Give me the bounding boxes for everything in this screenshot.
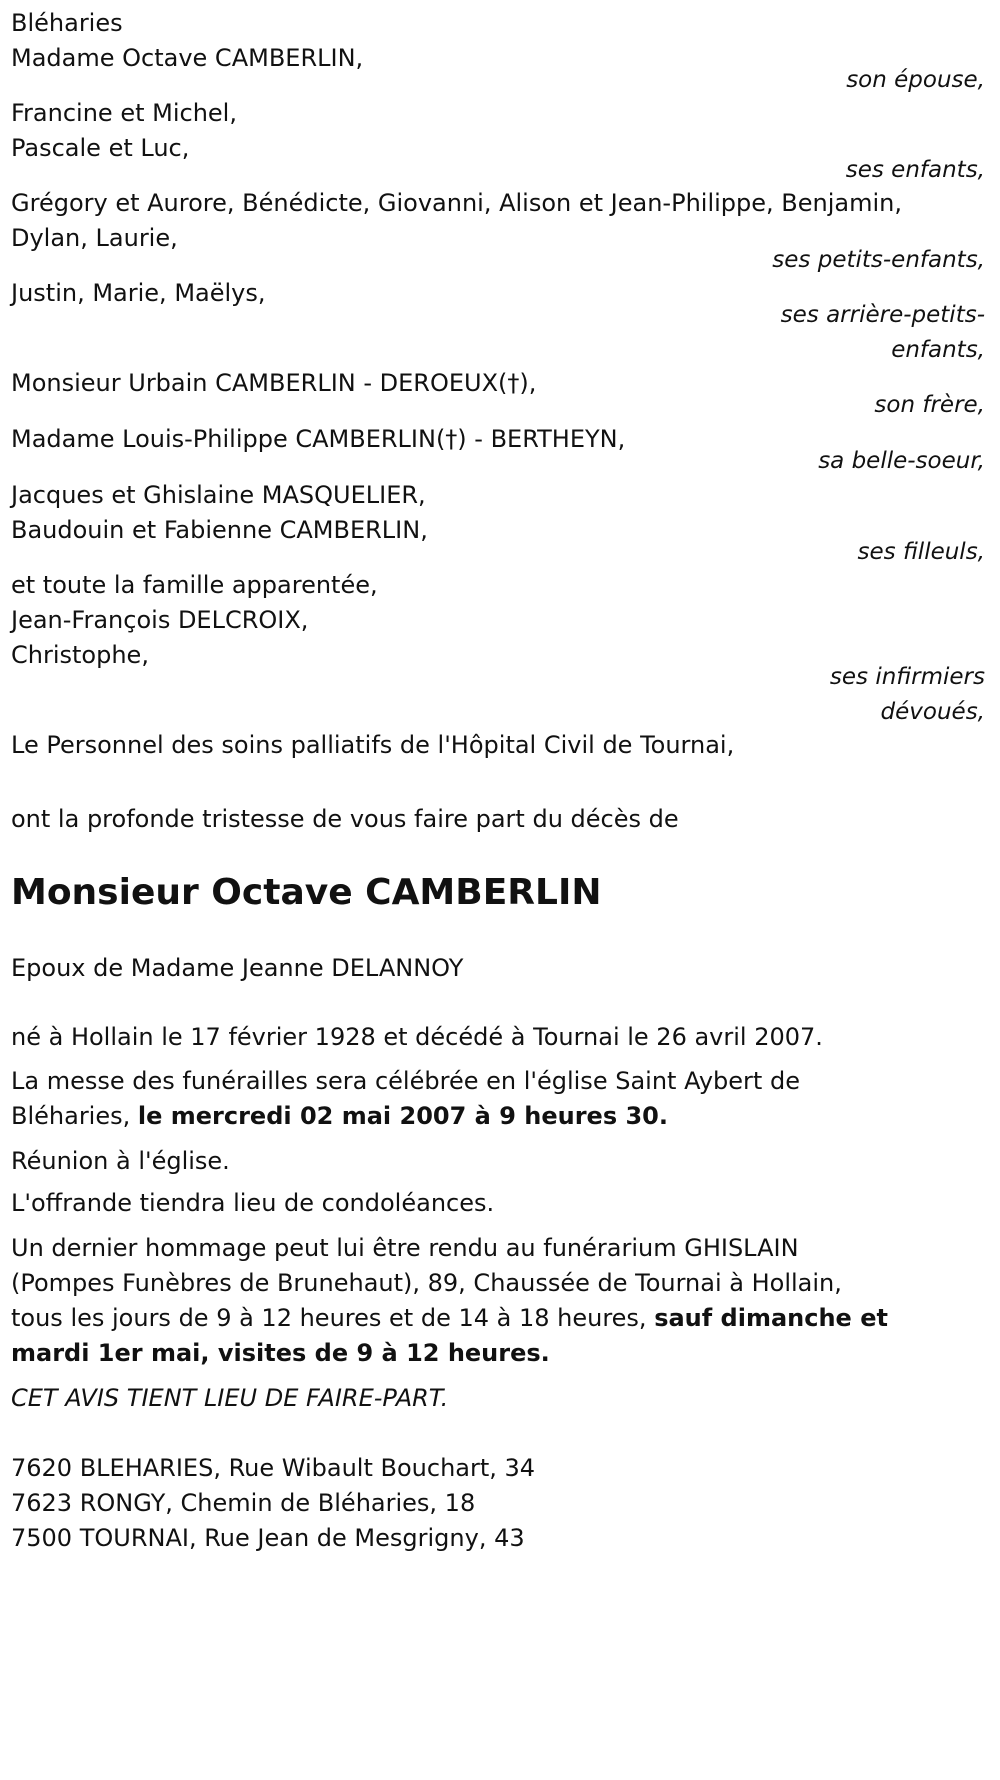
family-line: et toute la famille apparentée, [11, 571, 378, 599]
tribute-exception: sauf dimanche et [654, 1304, 888, 1332]
family-line: Baudouin et Fabienne CAMBERLIN, [11, 516, 428, 544]
family-line: Dylan, Laurie, [11, 224, 178, 252]
mass-place: Bléharies, [11, 1102, 138, 1130]
family-line: Jacques et Ghislaine MASQUELIER, [11, 481, 426, 509]
tribute-exception-cont: mardi 1er mai, visites de 9 à 12 heures. [11, 1339, 550, 1367]
family-relation: ses filleuls, [857, 539, 985, 565]
birth-death-line: né à Hollain le 17 février 1928 et décédé à Tournai le 26 avril 2007. [11, 1023, 823, 1051]
family-line: Jean-François DELCROIX, [11, 606, 309, 634]
tribute-line: Un dernier hommage peut lui être rendu au funérarium GHISLAIN [11, 1234, 799, 1262]
mass-line: La messe des funérailles sera célébrée en l'église Saint Aybert de [11, 1067, 800, 1095]
tribute-line-3 [11, 1303, 888, 1333]
address-line: 7620 BLEHARIES, Rue Wibault Bouchart, 34 [11, 1454, 536, 1482]
family-line: Monsieur Urbain CAMBERLIN - DEROEUX(†), [11, 369, 537, 397]
family-line: Pascale et Luc, [11, 134, 190, 162]
family-line: Madame Octave CAMBERLIN, [11, 44, 364, 72]
family-relation: enfants, [891, 337, 985, 363]
tribute-line: (Pompes Funèbres de Brunehaut), 89, Chaussée de Tournai à Hollain, [11, 1269, 842, 1297]
family-line: Grégory et Aurore, Bénédicte, Giovanni, Alison et Jean-Philippe, Benjamin, [11, 189, 902, 217]
reunion-line: Réunion à l'église. [11, 1147, 230, 1175]
announcement: ont la profonde tristesse de vous faire part du décès de [11, 805, 679, 833]
family-relation: sa belle-soeur, [818, 448, 985, 474]
mass-date: le mercredi 02 mai 2007 à 9 heures 30. [137, 1102, 668, 1130]
family-relation: ses enfants, [845, 157, 985, 183]
mass-line-2 [11, 1101, 668, 1131]
family-line: Le Personnel des soins palliatifs de l'Hôpital Civil de Tournai, [11, 731, 735, 759]
spouse-line: Epoux de Madame Jeanne DELANNOY [11, 954, 464, 982]
deceased-name: Monsieur Octave CAMBERLIN [11, 872, 602, 913]
family-relation: ses infirmiers [829, 664, 985, 690]
family-relation: dévoués, [880, 699, 985, 725]
family-relation: ses petits-enfants, [772, 247, 985, 273]
address-line: 7500 TOURNAI, Rue Jean de Mesgrigny, 43 [11, 1524, 525, 1552]
notice-line: CET AVIS TIENT LIEU DE FAIRE-PART. [11, 1384, 449, 1412]
family-line: Bléharies [11, 9, 123, 37]
family-line: Madame Louis-Philippe CAMBERLIN(†) - BERTHEYN, [11, 425, 626, 453]
family-relation: son frère, [874, 392, 985, 418]
tribute-line-4 [11, 1338, 550, 1368]
family-line: Christophe, [11, 641, 149, 669]
tribute-hours: tous les jours de 9 à 12 heures et de 14 à 18 heures, [11, 1304, 655, 1332]
family-relation: son épouse, [846, 67, 985, 93]
family-relation: ses arrière-petits- [780, 302, 985, 328]
address-line: 7623 RONGY, Chemin de Bléharies, 18 [11, 1489, 476, 1517]
family-line: Justin, Marie, Maëlys, [11, 279, 266, 307]
family-line: Francine et Michel, [11, 99, 237, 127]
offering-line: L'offrande tiendra lieu de condoléances. [11, 1189, 495, 1217]
